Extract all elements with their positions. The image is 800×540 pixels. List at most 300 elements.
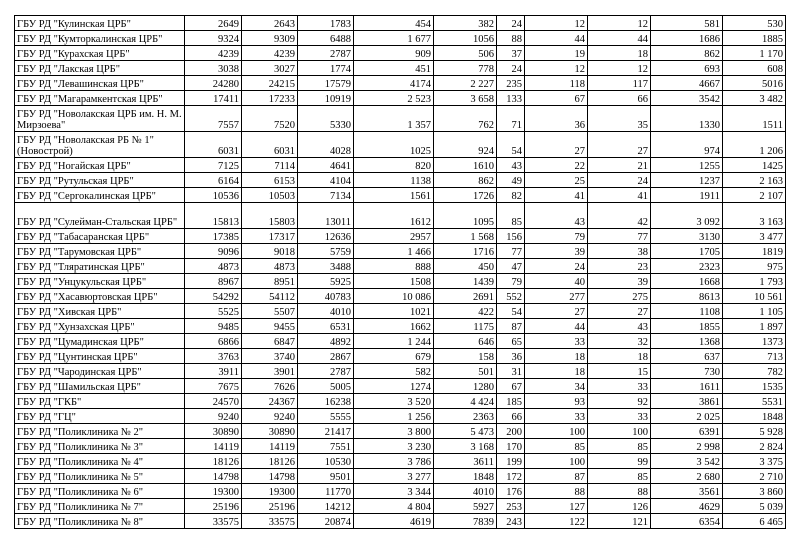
- value-cell-col-7: 33: [525, 409, 588, 424]
- value-cell-col-10: 2 163: [723, 173, 786, 188]
- table-row: [15, 454, 786, 469]
- value-cell-col-6: 185: [497, 394, 525, 409]
- institution-name-cell: ГБУ РД "Лакская ЦРБ": [15, 61, 185, 76]
- value-cell-col-9: 3130: [651, 229, 723, 244]
- value-cell-col-2: 7520: [242, 106, 298, 132]
- institution-name-cell: ГБУ РД "Поликлиника № 3": [15, 439, 185, 454]
- value-cell-col-5: 4 424: [434, 394, 497, 409]
- value-cell-col-8: 39: [588, 274, 651, 289]
- value-cell-col-2: 18126: [242, 454, 298, 469]
- value-cell-col-10: 3 163: [723, 203, 786, 229]
- institution-name-cell: ГБУ РД "Поликлиника № 4": [15, 454, 185, 469]
- value-cell-col-7: 122: [525, 514, 588, 529]
- value-cell-col-8: 44: [588, 31, 651, 46]
- value-cell-col-1: 3911: [185, 364, 242, 379]
- table-row: [15, 409, 786, 424]
- value-cell-col-5: 1726: [434, 188, 497, 203]
- value-cell-col-5: 382: [434, 16, 497, 31]
- value-cell-col-6: 66: [497, 409, 525, 424]
- value-cell-col-2: 4873: [242, 259, 298, 274]
- value-cell-col-3: 20874: [298, 514, 354, 529]
- value-cell-col-4: 1612: [354, 203, 434, 229]
- hospital-statistics-sheet: [14, 15, 786, 529]
- value-cell-col-7: 100: [525, 454, 588, 469]
- value-cell-col-7: 27: [525, 304, 588, 319]
- value-cell-col-7: 12: [525, 16, 588, 31]
- table-row: [15, 259, 786, 274]
- table-row: [15, 439, 786, 454]
- value-cell-col-8: 88: [588, 484, 651, 499]
- value-cell-col-5: 501: [434, 364, 497, 379]
- value-cell-col-2: 5507: [242, 304, 298, 319]
- value-cell-col-3: 12636: [298, 229, 354, 244]
- value-cell-col-9: 1237: [651, 173, 723, 188]
- institution-name-cell: ГБУ РД "Хасавюртовская ЦРБ": [15, 289, 185, 304]
- value-cell-col-5: 4010: [434, 484, 497, 499]
- value-cell-col-4: 1 256: [354, 409, 434, 424]
- value-cell-col-3: 40783: [298, 289, 354, 304]
- value-cell-col-3: 4892: [298, 334, 354, 349]
- value-cell-col-2: 14119: [242, 439, 298, 454]
- value-cell-col-9: 1611: [651, 379, 723, 394]
- value-cell-col-5: 2691: [434, 289, 497, 304]
- value-cell-col-10: 1535: [723, 379, 786, 394]
- value-cell-col-6: 24: [497, 61, 525, 76]
- hospital-statistics-table: [14, 15, 786, 529]
- institution-name-cell: ГБУ РД "Кумторкалинская ЦРБ": [15, 31, 185, 46]
- institution-name-cell: ГБУ РД "Курахская ЦРБ": [15, 46, 185, 61]
- value-cell-col-10: 530: [723, 16, 786, 31]
- value-cell-col-8: 12: [588, 16, 651, 31]
- value-cell-col-7: 33: [525, 334, 588, 349]
- value-cell-col-9: 862: [651, 46, 723, 61]
- value-cell-col-4: 1274: [354, 379, 434, 394]
- value-cell-col-5: 762: [434, 106, 497, 132]
- value-cell-col-1: 19300: [185, 484, 242, 499]
- value-cell-col-5: 422: [434, 304, 497, 319]
- value-cell-col-9: 6354: [651, 514, 723, 529]
- institution-name-cell: ГБУ РД "Рутульская ЦРБ": [15, 173, 185, 188]
- value-cell-col-10: 1 206: [723, 132, 786, 158]
- institution-name-cell: ГБУ РД "Тляратинская ЦРБ": [15, 259, 185, 274]
- value-cell-col-3: 5759: [298, 244, 354, 259]
- table-body: [15, 16, 786, 529]
- value-cell-col-1: 9240: [185, 409, 242, 424]
- value-cell-col-8: 27: [588, 304, 651, 319]
- value-cell-col-6: 67: [497, 379, 525, 394]
- table-row: [15, 132, 786, 158]
- value-cell-col-5: 1610: [434, 158, 497, 173]
- value-cell-col-8: 92: [588, 394, 651, 409]
- value-cell-col-2: 3740: [242, 349, 298, 364]
- value-cell-col-7: 44: [525, 31, 588, 46]
- institution-name-cell: ГБУ РД "Поликлиника № 5": [15, 469, 185, 484]
- value-cell-col-8: 42: [588, 203, 651, 229]
- value-cell-col-10: 5531: [723, 394, 786, 409]
- value-cell-col-2: 30890: [242, 424, 298, 439]
- value-cell-col-7: 88: [525, 484, 588, 499]
- table-row: [15, 188, 786, 203]
- value-cell-col-5: 158: [434, 349, 497, 364]
- value-cell-col-3: 4641: [298, 158, 354, 173]
- value-cell-col-8: 121: [588, 514, 651, 529]
- value-cell-col-4: 1 677: [354, 31, 434, 46]
- value-cell-col-9: 1911: [651, 188, 723, 203]
- value-cell-col-8: 33: [588, 409, 651, 424]
- value-cell-col-6: 79: [497, 274, 525, 289]
- institution-name-cell: ГБУ РД "Сергокалинская ЦРБ": [15, 188, 185, 203]
- value-cell-col-8: 21: [588, 158, 651, 173]
- value-cell-col-7: 41: [525, 188, 588, 203]
- value-cell-col-6: 36: [497, 349, 525, 364]
- value-cell-col-6: 170: [497, 439, 525, 454]
- value-cell-col-5: 5927: [434, 499, 497, 514]
- value-cell-col-1: 4873: [185, 259, 242, 274]
- value-cell-col-7: 19: [525, 46, 588, 61]
- value-cell-col-9: 4667: [651, 76, 723, 91]
- value-cell-col-8: 32: [588, 334, 651, 349]
- value-cell-col-5: 1175: [434, 319, 497, 334]
- table-row: [15, 364, 786, 379]
- value-cell-col-4: 2957: [354, 229, 434, 244]
- value-cell-col-6: 199: [497, 454, 525, 469]
- value-cell-col-9: 2323: [651, 259, 723, 274]
- value-cell-col-10: 975: [723, 259, 786, 274]
- value-cell-col-7: 118: [525, 76, 588, 91]
- value-cell-col-2: 15803: [242, 203, 298, 229]
- table-row: [15, 244, 786, 259]
- value-cell-col-2: 2643: [242, 16, 298, 31]
- value-cell-col-5: 1280: [434, 379, 497, 394]
- value-cell-col-9: 1255: [651, 158, 723, 173]
- table-row: [15, 274, 786, 289]
- value-cell-col-5: 924: [434, 132, 497, 158]
- value-cell-col-8: 35: [588, 106, 651, 132]
- value-cell-col-8: 24: [588, 173, 651, 188]
- value-cell-col-4: 451: [354, 61, 434, 76]
- value-cell-col-1: 9096: [185, 244, 242, 259]
- value-cell-col-7: 127: [525, 499, 588, 514]
- value-cell-col-3: 9501: [298, 469, 354, 484]
- value-cell-col-3: 1774: [298, 61, 354, 76]
- value-cell-col-4: 4174: [354, 76, 434, 91]
- table-row: [15, 484, 786, 499]
- institution-name-cell: ГБУ РД "Сулейман-Стальская ЦРБ": [15, 203, 185, 229]
- value-cell-col-3: 7551: [298, 439, 354, 454]
- value-cell-col-7: 87: [525, 469, 588, 484]
- value-cell-col-5: 1095: [434, 203, 497, 229]
- value-cell-col-3: 4028: [298, 132, 354, 158]
- value-cell-col-5: 1 568: [434, 229, 497, 244]
- value-cell-col-3: 2867: [298, 349, 354, 364]
- value-cell-col-10: 782: [723, 364, 786, 379]
- value-cell-col-8: 12: [588, 61, 651, 76]
- value-cell-col-5: 2 227: [434, 76, 497, 91]
- value-cell-col-9: 581: [651, 16, 723, 31]
- institution-name-cell: ГБУ РД "Новолакская ЦРБ им. Н. М. Мирзоева": [15, 106, 185, 132]
- value-cell-col-6: 88: [497, 31, 525, 46]
- value-cell-col-3: 11770: [298, 484, 354, 499]
- value-cell-col-8: 18: [588, 349, 651, 364]
- value-cell-col-4: 3 277: [354, 469, 434, 484]
- value-cell-col-4: 3 786: [354, 454, 434, 469]
- value-cell-col-3: 2787: [298, 364, 354, 379]
- value-cell-col-1: 30890: [185, 424, 242, 439]
- institution-name-cell: ГБУ РД "Хунзахская ЦРБ": [15, 319, 185, 334]
- table-row: [15, 46, 786, 61]
- value-cell-col-8: 41: [588, 188, 651, 203]
- value-cell-col-10: 713: [723, 349, 786, 364]
- value-cell-col-10: 1 897: [723, 319, 786, 334]
- value-cell-col-7: 67: [525, 91, 588, 106]
- value-cell-col-5: 1056: [434, 31, 497, 46]
- value-cell-col-1: 14798: [185, 469, 242, 484]
- value-cell-col-8: 43: [588, 319, 651, 334]
- value-cell-col-10: 2 107: [723, 188, 786, 203]
- value-cell-col-3: 2787: [298, 46, 354, 61]
- institution-name-cell: ГБУ РД "ГЦ": [15, 409, 185, 424]
- value-cell-col-1: 2649: [185, 16, 242, 31]
- value-cell-col-6: 37: [497, 46, 525, 61]
- value-cell-col-1: 6866: [185, 334, 242, 349]
- value-cell-col-5: 3611: [434, 454, 497, 469]
- value-cell-col-7: 93: [525, 394, 588, 409]
- value-cell-col-2: 3027: [242, 61, 298, 76]
- value-cell-col-9: 2 680: [651, 469, 723, 484]
- value-cell-col-2: 10503: [242, 188, 298, 203]
- value-cell-col-3: 1783: [298, 16, 354, 31]
- value-cell-col-9: 1686: [651, 31, 723, 46]
- value-cell-col-7: 34: [525, 379, 588, 394]
- value-cell-col-4: 1 357: [354, 106, 434, 132]
- institution-name-cell: ГБУ РД "Цумадинская ЦРБ": [15, 334, 185, 349]
- value-cell-col-5: 778: [434, 61, 497, 76]
- value-cell-col-6: 200: [497, 424, 525, 439]
- value-cell-col-2: 19300: [242, 484, 298, 499]
- table-row: [15, 514, 786, 529]
- value-cell-col-2: 9455: [242, 319, 298, 334]
- value-cell-col-4: 1025: [354, 132, 434, 158]
- value-cell-col-3: 7134: [298, 188, 354, 203]
- value-cell-col-6: 235: [497, 76, 525, 91]
- table-row: [15, 334, 786, 349]
- table-row: [15, 349, 786, 364]
- value-cell-col-4: 820: [354, 158, 434, 173]
- value-cell-col-8: 33: [588, 379, 651, 394]
- value-cell-col-5: 7839: [434, 514, 497, 529]
- value-cell-col-9: 2 025: [651, 409, 723, 424]
- value-cell-col-4: 1508: [354, 274, 434, 289]
- value-cell-col-8: 77: [588, 229, 651, 244]
- value-cell-col-5: 506: [434, 46, 497, 61]
- value-cell-col-4: 3 230: [354, 439, 434, 454]
- value-cell-col-3: 5330: [298, 106, 354, 132]
- value-cell-col-3: 10530: [298, 454, 354, 469]
- value-cell-col-10: 608: [723, 61, 786, 76]
- value-cell-col-1: 14119: [185, 439, 242, 454]
- value-cell-col-10: 1 105: [723, 304, 786, 319]
- value-cell-col-7: 12: [525, 61, 588, 76]
- value-cell-col-4: 888: [354, 259, 434, 274]
- value-cell-col-8: 85: [588, 439, 651, 454]
- value-cell-col-6: 243: [497, 514, 525, 529]
- value-cell-col-6: 77: [497, 244, 525, 259]
- value-cell-col-9: 730: [651, 364, 723, 379]
- value-cell-col-10: 6 465: [723, 514, 786, 529]
- value-cell-col-9: 3 092: [651, 203, 723, 229]
- value-cell-col-10: 1 170: [723, 46, 786, 61]
- value-cell-col-6: 54: [497, 132, 525, 158]
- value-cell-col-2: 9018: [242, 244, 298, 259]
- value-cell-col-9: 3 542: [651, 454, 723, 469]
- value-cell-col-4: 1 466: [354, 244, 434, 259]
- value-cell-col-7: 18: [525, 349, 588, 364]
- institution-name-cell: ГБУ РД "Табасаранская ЦРБ": [15, 229, 185, 244]
- value-cell-col-2: 6031: [242, 132, 298, 158]
- value-cell-col-4: 3 520: [354, 394, 434, 409]
- value-cell-col-2: 4239: [242, 46, 298, 61]
- table-row: [15, 289, 786, 304]
- value-cell-col-1: 33575: [185, 514, 242, 529]
- value-cell-col-5: 450: [434, 259, 497, 274]
- value-cell-col-8: 66: [588, 91, 651, 106]
- value-cell-col-1: 3763: [185, 349, 242, 364]
- value-cell-col-8: 100: [588, 424, 651, 439]
- value-cell-col-7: 44: [525, 319, 588, 334]
- value-cell-col-5: 1439: [434, 274, 497, 289]
- value-cell-col-8: 85: [588, 469, 651, 484]
- value-cell-col-10: 5 039: [723, 499, 786, 514]
- value-cell-col-2: 14798: [242, 469, 298, 484]
- value-cell-col-3: 3488: [298, 259, 354, 274]
- value-cell-col-1: 9324: [185, 31, 242, 46]
- value-cell-col-1: 17411: [185, 91, 242, 106]
- value-cell-col-8: 15: [588, 364, 651, 379]
- value-cell-col-2: 7626: [242, 379, 298, 394]
- table-row: [15, 158, 786, 173]
- value-cell-col-1: 17385: [185, 229, 242, 244]
- value-cell-col-6: 133: [497, 91, 525, 106]
- value-cell-col-1: 8967: [185, 274, 242, 289]
- value-cell-col-2: 6847: [242, 334, 298, 349]
- value-cell-col-10: 2 710: [723, 469, 786, 484]
- value-cell-col-2: 54112: [242, 289, 298, 304]
- value-cell-col-1: 25196: [185, 499, 242, 514]
- value-cell-col-1: 15813: [185, 203, 242, 229]
- value-cell-col-6: 176: [497, 484, 525, 499]
- table-row: [15, 173, 786, 188]
- value-cell-col-3: 5005: [298, 379, 354, 394]
- value-cell-col-1: 4239: [185, 46, 242, 61]
- value-cell-col-9: 1368: [651, 334, 723, 349]
- value-cell-col-8: 27: [588, 132, 651, 158]
- value-cell-col-3: 21417: [298, 424, 354, 439]
- value-cell-col-1: 54292: [185, 289, 242, 304]
- value-cell-col-10: 3 477: [723, 229, 786, 244]
- value-cell-col-1: 6164: [185, 173, 242, 188]
- value-cell-col-5: 862: [434, 173, 497, 188]
- value-cell-col-4: 1021: [354, 304, 434, 319]
- value-cell-col-6: 47: [497, 259, 525, 274]
- value-cell-col-7: 24: [525, 259, 588, 274]
- institution-name-cell: ГБУ РД "Шамильская ЦРБ": [15, 379, 185, 394]
- value-cell-col-10: 1425: [723, 158, 786, 173]
- table-row: [15, 31, 786, 46]
- value-cell-col-3: 6488: [298, 31, 354, 46]
- value-cell-col-2: 6153: [242, 173, 298, 188]
- value-cell-col-7: 22: [525, 158, 588, 173]
- value-cell-col-3: 16238: [298, 394, 354, 409]
- table-row: [15, 76, 786, 91]
- value-cell-col-3: 13011: [298, 203, 354, 229]
- value-cell-col-9: 3861: [651, 394, 723, 409]
- value-cell-col-7: 39: [525, 244, 588, 259]
- value-cell-col-4: 454: [354, 16, 434, 31]
- value-cell-col-8: 38: [588, 244, 651, 259]
- value-cell-col-4: 2 523: [354, 91, 434, 106]
- value-cell-col-9: 974: [651, 132, 723, 158]
- value-cell-col-6: 71: [497, 106, 525, 132]
- value-cell-col-2: 9240: [242, 409, 298, 424]
- value-cell-col-4: 4619: [354, 514, 434, 529]
- value-cell-col-9: 1705: [651, 244, 723, 259]
- institution-name-cell: ГБУ РД "Ногайская ЦРБ": [15, 158, 185, 173]
- value-cell-col-2: 9309: [242, 31, 298, 46]
- table-row: [15, 304, 786, 319]
- value-cell-col-2: 24367: [242, 394, 298, 409]
- value-cell-col-3: 4010: [298, 304, 354, 319]
- value-cell-col-6: 49: [497, 173, 525, 188]
- value-cell-col-9: 1668: [651, 274, 723, 289]
- value-cell-col-10: 1373: [723, 334, 786, 349]
- value-cell-col-7: 277: [525, 289, 588, 304]
- institution-name-cell: ГБУ РД "Поликлиника № 6": [15, 484, 185, 499]
- value-cell-col-1: 7125: [185, 158, 242, 173]
- value-cell-col-10: 2 824: [723, 439, 786, 454]
- value-cell-col-7: 36: [525, 106, 588, 132]
- value-cell-col-2: 33575: [242, 514, 298, 529]
- value-cell-col-9: 4629: [651, 499, 723, 514]
- value-cell-col-1: 7675: [185, 379, 242, 394]
- value-cell-col-1: 6031: [185, 132, 242, 158]
- institution-name-cell: ГБУ РД "Новолакская РБ № 1" (Новострой): [15, 132, 185, 158]
- value-cell-col-2: 24215: [242, 76, 298, 91]
- institution-name-cell: ГБУ РД "Поликлиника № 7": [15, 499, 185, 514]
- institution-name-cell: ГБУ РД "Хивская ЦРБ": [15, 304, 185, 319]
- value-cell-col-4: 1662: [354, 319, 434, 334]
- institution-name-cell: ГБУ РД "Чародинская ЦРБ": [15, 364, 185, 379]
- table-row: [15, 319, 786, 334]
- table-row: [15, 91, 786, 106]
- value-cell-col-2: 17317: [242, 229, 298, 244]
- value-cell-col-3: 4104: [298, 173, 354, 188]
- value-cell-col-4: 679: [354, 349, 434, 364]
- value-cell-col-2: 25196: [242, 499, 298, 514]
- value-cell-col-3: 14212: [298, 499, 354, 514]
- value-cell-col-10: 1819: [723, 244, 786, 259]
- value-cell-col-1: 5525: [185, 304, 242, 319]
- value-cell-col-9: 1330: [651, 106, 723, 132]
- institution-name-cell: ГБУ РД "Тарумовская ЦРБ": [15, 244, 185, 259]
- value-cell-col-6: 85: [497, 203, 525, 229]
- value-cell-col-9: 6391: [651, 424, 723, 439]
- value-cell-col-5: 3 168: [434, 439, 497, 454]
- value-cell-col-5: 646: [434, 334, 497, 349]
- value-cell-col-3: 6531: [298, 319, 354, 334]
- value-cell-col-9: 637: [651, 349, 723, 364]
- value-cell-col-10: 3 482: [723, 91, 786, 106]
- value-cell-col-10: 1885: [723, 31, 786, 46]
